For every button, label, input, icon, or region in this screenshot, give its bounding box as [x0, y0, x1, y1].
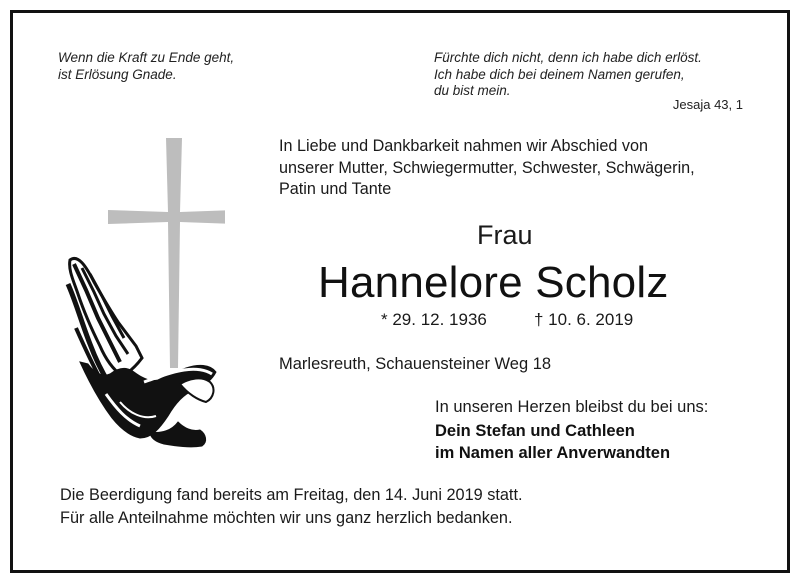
death-date: † 10. 6. 2019: [534, 310, 634, 329]
footer-text: [60, 484, 523, 530]
verse-left: [58, 50, 234, 83]
praying-hands-icon: [68, 258, 216, 446]
footer-line1: Die Beerdigung fand bereits am Freitag, den 14. Juni 2019 statt.: [60, 486, 523, 504]
deceased-name: Hannelore Scholz: [318, 258, 669, 307]
mourners-line2: im Namen aller Anverwandten: [435, 444, 671, 462]
intro-line1: In Liebe und Dankbarkeit nahmen wir Abschied von: [279, 137, 648, 155]
intro-text: [279, 136, 695, 201]
intro-line3: Patin und Tante: [279, 180, 392, 198]
address: Marlesreuth, Schauensteiner Weg 18: [279, 355, 552, 373]
verse-left-line1: Wenn die Kraft zu Ende geht,: [58, 50, 235, 65]
verse-left-line2: ist Erlösung Gnade.: [58, 66, 177, 82]
memorial-artwork: [60, 132, 225, 450]
verse-right-line2: Ich habe dich bei deinem Namen gerufen,: [434, 66, 685, 82]
verse-source: Jesaja 43, 1: [672, 97, 743, 112]
mourners-names: [435, 420, 670, 464]
mourners-line1: Dein Stefan und Cathleen: [435, 422, 635, 440]
salutation: Frau: [477, 220, 533, 250]
verse-right-line1: Fürchte dich nicht, denn ich habe dich erlöst.: [434, 50, 702, 65]
birth-date: * 29. 12. 1936: [381, 310, 487, 329]
verse-right-line3: du bist mein.: [434, 83, 511, 98]
verse-right: [434, 50, 702, 100]
footer-line2: Für alle Anteilnahme möchten wir uns ganz herzlich bedanken.: [60, 509, 513, 527]
mourners-intro: In unseren Herzen bleibst du bei uns:: [435, 398, 709, 416]
intro-line2: unserer Mutter, Schwiegermutter, Schwester, Schwägerin,: [279, 158, 695, 177]
